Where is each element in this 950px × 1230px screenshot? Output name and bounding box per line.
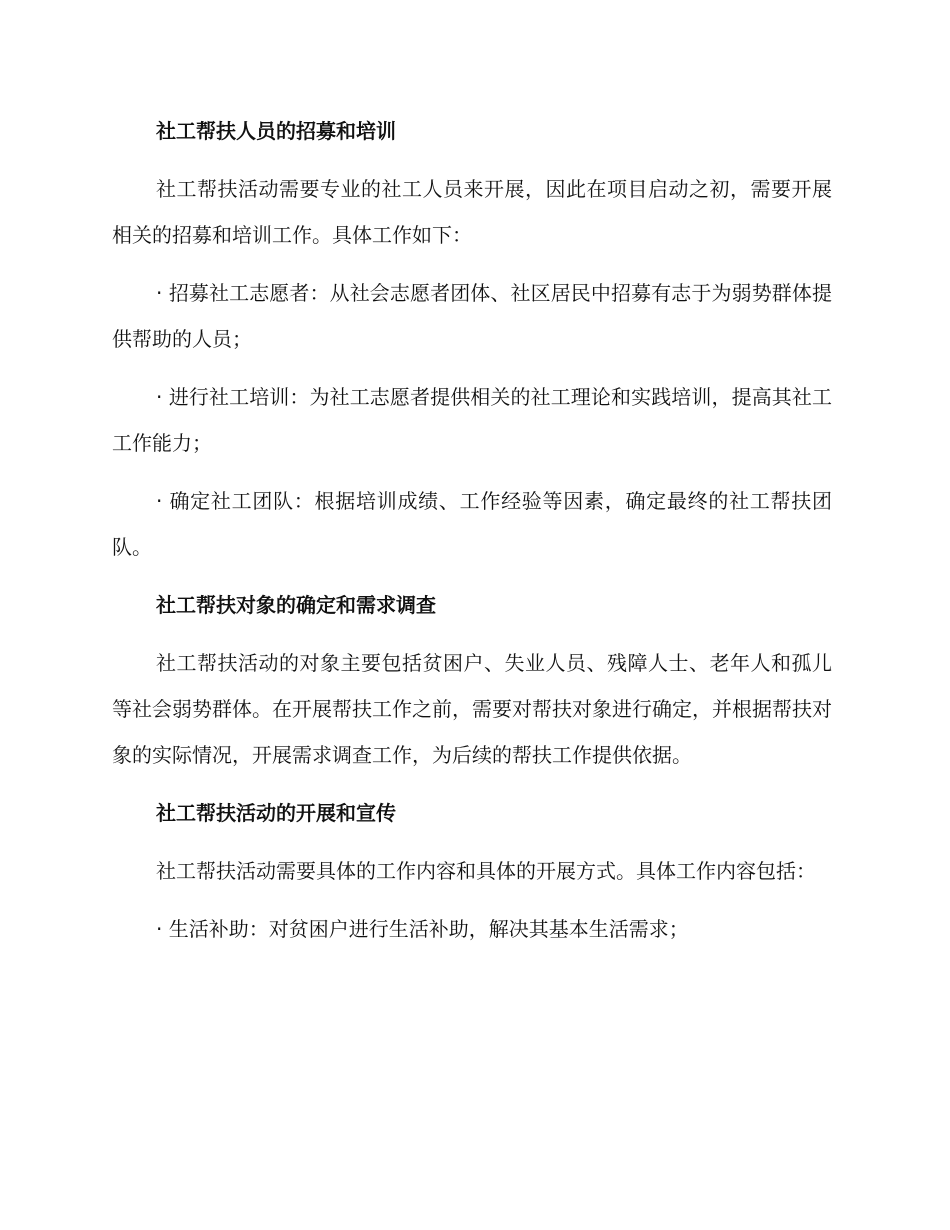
bullet-living-subsidy: · 生活补助：对贫困户进行生活补助，解决其基本生活需求；	[156, 917, 689, 941]
bullet-team: · 确定社工团队：根据培训成绩、工作经验等因素，确定最终的社工帮扶团队。	[112, 489, 832, 559]
document-body	[112, 108, 832, 964]
section-heading-activities: 社工帮扶活动的开展和宣传	[156, 801, 396, 825]
section-heading-recruitment: 社工帮扶人员的招募和培训	[156, 119, 396, 143]
bullet-recruit-volunteers: · 招募社工志愿者：从社会志愿者团体、社区居民中招募有志于为弱势群体提供帮助的人员；	[112, 281, 832, 351]
paragraph-recruitment-intro: 社工帮扶活动需要专业的社工人员来开展，因此在项目启动之初，需要开展相关的招募和培训工作。具体工作如下：	[112, 177, 832, 247]
section-heading-targets: 社工帮扶对象的确定和需求调查	[156, 593, 436, 617]
paragraph-activities-intro: 社工帮扶活动需要具体的工作内容和具体的开展方式。具体工作内容包括：	[156, 859, 816, 883]
paragraph-targets: 社工帮扶活动的对象主要包括贫困户、失业人员、残障人士、老年人和孤儿等社会弱势群体。在开展帮扶工作之前，需要对帮扶对象进行确定，并根据帮扶对象的实际情况，开展需求调查工作，为后续的帮扶工作提供依据。	[112, 651, 832, 767]
bullet-training: · 进行社工培训：为社工志愿者提供相关的社工理论和实践培训，提高其社工工作能力；	[112, 385, 832, 455]
